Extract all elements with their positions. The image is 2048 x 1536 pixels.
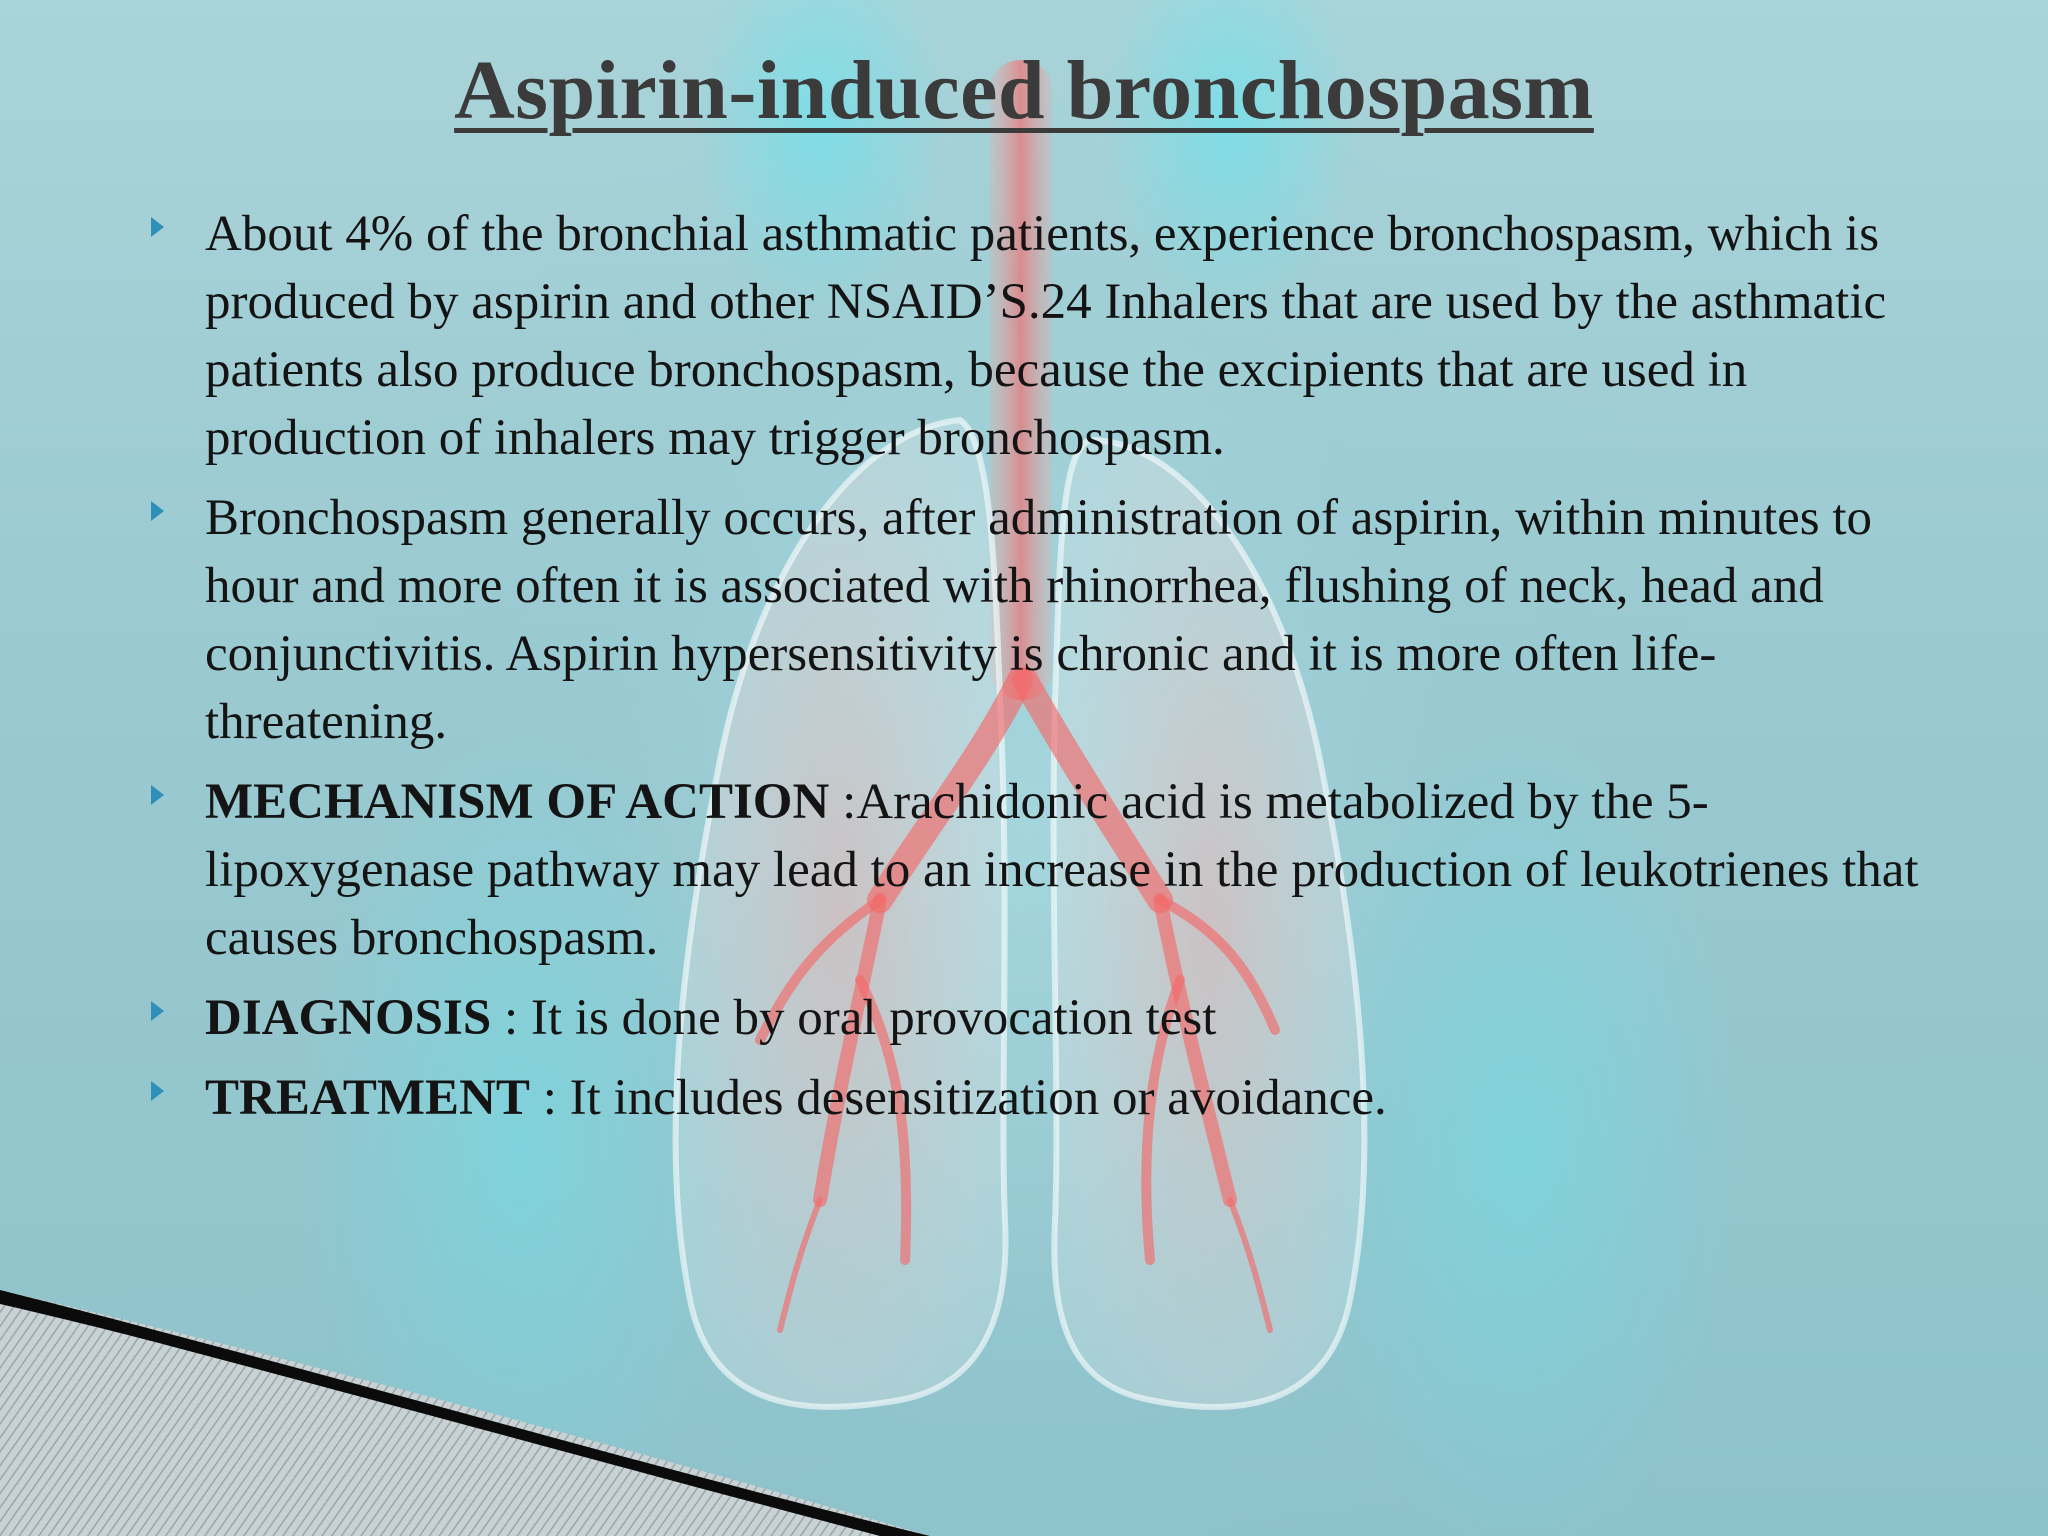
bullet-arrow-icon — [151, 501, 164, 521]
slide-title: Aspirin-induced bronchospasm — [454, 44, 1594, 137]
bullet-text: : It is done by oral provocation test — [491, 990, 1217, 1046]
bullet-arrow-icon — [151, 1081, 164, 1101]
bullet-arrow-icon — [151, 1001, 164, 1021]
bullet-item — [145, 484, 1945, 756]
bullet-list — [145, 200, 1945, 1144]
bullet-arrow-icon — [151, 785, 164, 805]
bullet-lead: DIAGNOSIS — [205, 990, 492, 1046]
bullet-item — [145, 200, 1945, 472]
bullet-lead: TREATMENT — [205, 1070, 530, 1126]
bullet-text: Bronchospasm generally occurs, after administration of aspirin, within minutes to hour and more often it is associated with rhinorrhea, flushing of neck, head and conjunctivitis. Aspirin hypersensitivity is chronic and it is more often life-threatening. — [205, 490, 1873, 750]
bullet-arrow-icon — [151, 217, 164, 237]
bullet-lead: MECHANISM OF ACTION — [205, 774, 830, 830]
bullet-text: About 4% of the bronchial asthmatic patients, experience bronchospasm, which is produced by aspirin and other NSAID’S.24 Inhalers that are used by the asthmatic patients also produce bronchospasm, because the excipients that are used in production of inhalers may trigger bronchospasm. — [205, 206, 1887, 466]
bullet-item — [145, 984, 1945, 1052]
bullet-item — [145, 1064, 1945, 1132]
bullet-item — [145, 768, 1945, 972]
bullet-text: : It includes desensitization or avoidance. — [529, 1070, 1387, 1126]
bullet-text: :Arachidonic acid is metabolized by the 5-lipoxygenase pathway may lead to an increase in the production of leukotrienes that causes bronchospasm. — [205, 774, 1919, 966]
